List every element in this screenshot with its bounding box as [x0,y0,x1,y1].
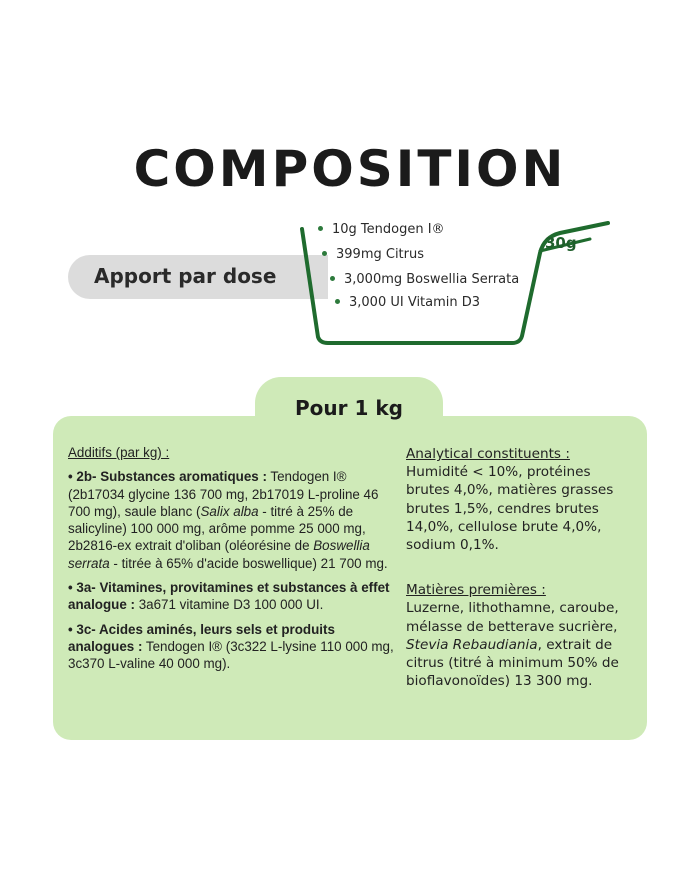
raw-materials-heading: Matières premières : [406,582,546,599]
dose-ingredient-item: 3,000mg Boswellia Serrata [330,272,519,287]
additives-heading: Additifs (par kg) : [68,445,170,460]
dose-ingredient-item: 399mg Citrus [322,247,424,262]
dose-ingredient-item: 10g Tendogen I® [318,222,445,237]
dose-ingredient-item: 3,000 UI Vitamin D3 [335,295,480,310]
analytical-heading: Analytical constituents : [406,446,570,462]
additive-3a: • 3a- Vitamines, provitamines et substances à effet analogue : 3a671 vitamine D3 100 000 UI. [68,580,390,613]
raw-materials-text: Luzerne, lithothamne, caroube, mélasse de betterave sucrière, Stevia Rebaudiania, extrait de citrus (titré à minimum 50% de bioflavonoïdes) 13 300 mg. [406,600,619,690]
dose-weight: 30g [545,234,577,252]
dose-label: Apport par dose [94,264,277,288]
panel-title: Pour 1 kg [295,396,403,420]
additive-3c: • 3c- Acides aminés, leurs sels et produits analogues : Tendogen I® (3c322 L-lysine 110 000 mg, 3c370 L-valine 40 000 mg). [68,621,394,672]
page-title: COMPOSITION [133,140,567,198]
constituents-column [406,445,638,690]
additive-2b: • 2b- Substances aromatiques : Tendogen I® (2b17034 glycine 136 700 mg, 2b17019 L-proline 46 700 mg), saule blanc (Salix alba - titré à 25% de salicyline) 100 000 mg, arôme pomme 25 000 mg, 2b2816-ex extrait d'oliban (oléorésine de Boswellia serrata - titrée à 65% d'acide boswellique) 21 700 mg. [68,469,388,571]
additives-column [68,444,398,680]
analytical-text: Humidité < 10%, protéines brutes 4,0%, matières grasses brutes 1,5%, cendres brutes 14,0%, cellulose brute 4,0%, sodium 0,1%. [406,464,614,554]
